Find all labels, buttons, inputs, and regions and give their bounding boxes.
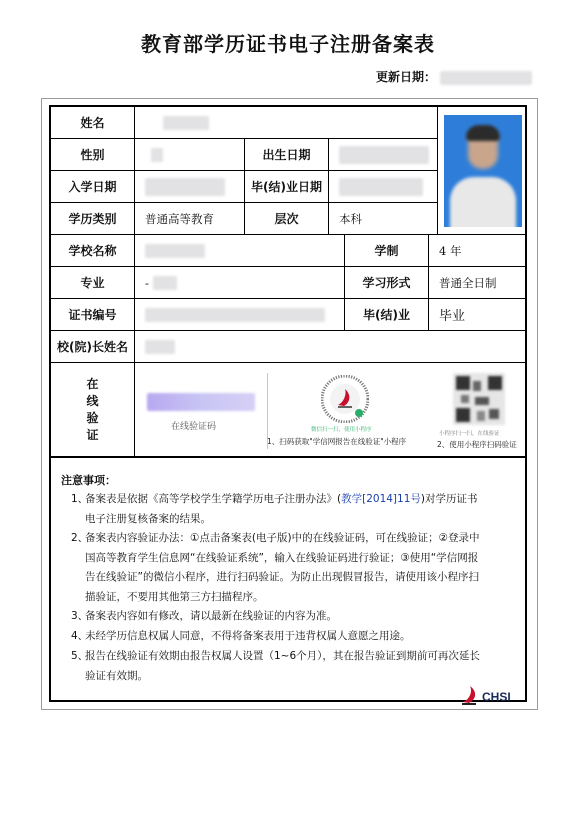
mini-program-caption: 微信扫一扫，使用小程序 xyxy=(311,427,372,433)
note-2-text: 备案表内容验证办法：①点击备案表(电子版)中的在线验证码，可在线验证；②登录中国高等教育学生信息网“在线验证系统”，输入在线验证码进行验证；③使用“学信网报告在线验证”的微信小程序，进行扫码验证。为防止出现假冒报告，请使用该小程序扫描验证，不要用其他第三方扫描程序。 xyxy=(85,532,480,603)
verify-code-caption: 在线验证码 xyxy=(171,422,217,432)
qr-caption: 小程序扫一扫，在线验证 xyxy=(439,431,500,437)
verify-char-2: 线 xyxy=(86,393,99,408)
gender-redacted xyxy=(151,148,163,162)
update-date-redacted xyxy=(440,71,532,85)
verify-char-4: 证 xyxy=(86,427,99,442)
gender-label: 性别 xyxy=(51,139,135,171)
update-date-label: 更新日期： xyxy=(376,70,437,84)
policy-link[interactable]: 教学[2014]11号 xyxy=(341,493,421,505)
note-5-text: 报告在线验证有效期由报告权属人设置（1~6个月），其在报告验证到期前可再次延长验证有效期。 xyxy=(85,650,480,682)
duration-value: 4 年 xyxy=(429,235,527,267)
chsi-flame-icon xyxy=(460,684,480,706)
study-form-value: 普通全日制 xyxy=(429,267,527,299)
verify-step-1: 1、扫码获取"学信网报告在线验证"小程序 xyxy=(267,437,407,446)
result-label: 毕(结)业 xyxy=(345,299,429,331)
notes-section xyxy=(49,458,527,702)
graduate-redacted xyxy=(339,178,423,196)
cert-no-redacted xyxy=(145,308,325,322)
photo-image xyxy=(444,115,522,227)
birth-value xyxy=(329,139,438,171)
major-redacted xyxy=(153,276,177,290)
president-label: 校(院)长姓名 xyxy=(51,331,135,363)
note-2 xyxy=(71,529,483,607)
graduate-label: 毕(结)业日期 xyxy=(245,171,329,203)
edu-type-value: 普通高等教育 xyxy=(135,203,245,235)
level-value: 本科 xyxy=(329,203,438,235)
major-text: - xyxy=(145,275,149,290)
school-value xyxy=(135,235,345,267)
study-form-label: 学习形式 xyxy=(345,267,429,299)
enroll-label: 入学日期 xyxy=(51,171,135,203)
result-value: 毕业 xyxy=(429,299,527,331)
chsi-logo-text: CHSI xyxy=(482,690,511,704)
update-date xyxy=(376,68,532,85)
enroll-redacted xyxy=(145,178,225,196)
school-label: 学校名称 xyxy=(51,235,135,267)
note-3 xyxy=(71,607,483,627)
graduate-value xyxy=(329,171,438,203)
cert-no-label: 证书编号 xyxy=(51,299,135,331)
note-5-num: 5、 xyxy=(71,650,89,662)
gender-value xyxy=(135,139,245,171)
enroll-value xyxy=(135,171,245,203)
school-redacted xyxy=(145,244,205,258)
duration-label: 学制 xyxy=(345,235,429,267)
note-3-text: 备案表内容如有修改，请以最新在线验证的内容为准。 xyxy=(85,610,337,622)
note-4-num: 4、 xyxy=(71,630,89,642)
note-3-num: 3、 xyxy=(71,610,89,622)
cert-no-value xyxy=(135,299,345,331)
note-5 xyxy=(71,647,483,686)
birth-label: 出生日期 xyxy=(245,139,329,171)
president-redacted xyxy=(145,340,175,354)
verify-code[interactable] xyxy=(147,393,255,411)
name-label: 姓名 xyxy=(51,107,135,139)
verify-char-3: 验 xyxy=(86,410,99,425)
verify-char-1: 在 xyxy=(86,376,99,391)
record-table xyxy=(49,105,527,458)
note-1 xyxy=(71,490,483,529)
major-label: 专业 xyxy=(51,267,135,299)
major-value xyxy=(135,267,345,299)
note-1-num: 1、 xyxy=(71,493,89,505)
verify-label xyxy=(51,363,135,456)
note-4 xyxy=(71,627,483,647)
birth-redacted xyxy=(339,146,429,164)
chsi-logo xyxy=(460,684,520,708)
note-1-text xyxy=(85,490,483,529)
document-title: 教育部学历证书电子注册备案表 xyxy=(141,32,435,56)
note-4-text: 未经学历信息权属人同意，不得将备案表用于违背权属人意愿之用途。 xyxy=(85,630,411,642)
president-value xyxy=(135,331,527,363)
verify-step-2: 2、使用小程序扫码验证 xyxy=(437,440,517,449)
note-2-num: 2、 xyxy=(71,532,89,544)
level-label: 层次 xyxy=(245,203,329,235)
verify-area xyxy=(135,363,527,456)
verify-qr-code-icon[interactable] xyxy=(453,373,505,425)
mini-program-code[interactable] xyxy=(321,375,369,423)
student-photo xyxy=(438,107,527,235)
notes-title: 注意事项： xyxy=(61,474,116,487)
note-1-text-b: )对学历证书电子注册复核备案的结果。 xyxy=(85,493,478,525)
note-1-text-a: 备案表是依据《高等学校学生学籍学历电子注册办法》( xyxy=(85,493,342,505)
name-redacted xyxy=(163,116,209,130)
edu-type-label: 学历类别 xyxy=(51,203,135,235)
name-value xyxy=(135,107,438,139)
